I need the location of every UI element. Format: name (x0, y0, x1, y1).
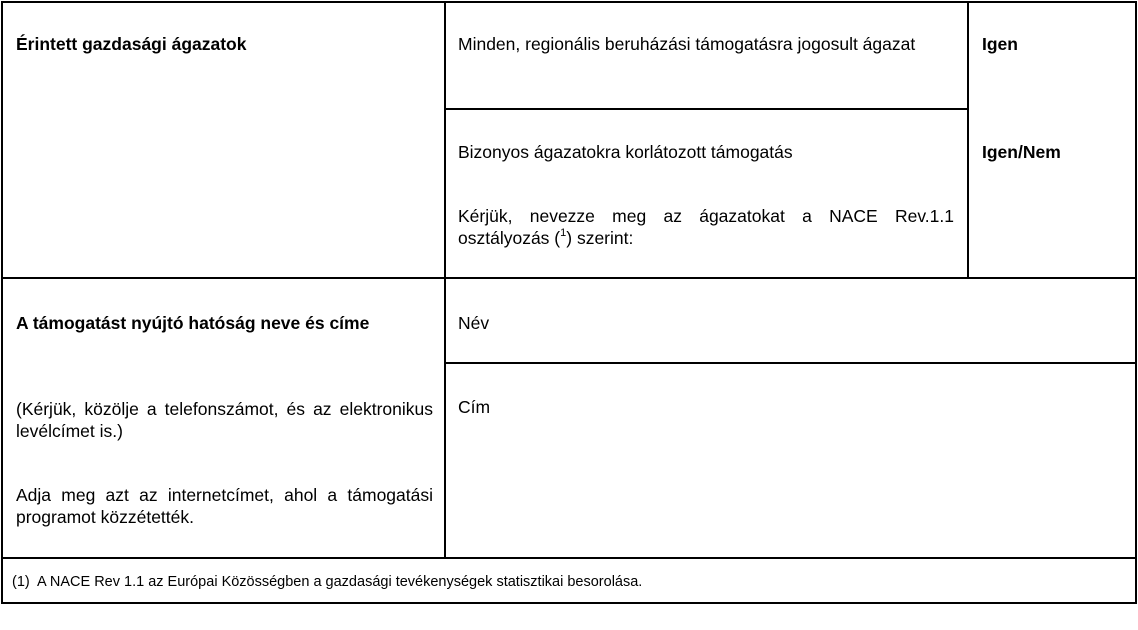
name-field-label: Név (458, 313, 490, 333)
option-all-sectors-answer: Igen (982, 34, 1018, 54)
row-divider-footnote (2, 557, 1136, 559)
option-limited-sectors-answer: Igen/Nem (982, 142, 1061, 162)
nace-instruction (458, 205, 954, 249)
nace-instruction-suffix: ) szerint: (566, 228, 634, 248)
nace-instruction-text: Kérjük, nevezze meg az ágazatokat a NACE Rev.1.1 osztályozás ( (458, 206, 954, 248)
option-all-sectors-text: Minden, regionális beruházási támogatásra jogosult ágazat (458, 34, 916, 54)
footnote (12, 573, 1122, 591)
address-field-label: Cím (458, 397, 491, 417)
authority-website-note: Adja meg azt az internetcímet, ahol a támogatási programot közzétették. (16, 485, 433, 527)
authority-heading: A támogatást nyújtó hatóság neve és címe (16, 313, 370, 333)
footnote-marker: (1) (12, 574, 30, 590)
footnote-reference: 1 (560, 227, 567, 240)
address-field-area[interactable] (446, 364, 1136, 557)
sectors-heading: Érintett gazdasági ágazatok (16, 34, 247, 54)
row-divider-options (445, 108, 968, 110)
name-field-area[interactable] (446, 279, 1136, 362)
authority-contact-note: (Kérjük, közölje a telefonszámot, és az elektronikus levélcímet is.) (16, 399, 433, 441)
footnote-text: A NACE Rev 1.1 az Európai Közösségben a gazdasági tevékenységek statisztikai besorolása. (37, 574, 643, 590)
column-divider-right (967, 2, 969, 278)
option-limited-sectors-text: Bizonyos ágazatokra korlátozott támogatás (458, 142, 793, 162)
